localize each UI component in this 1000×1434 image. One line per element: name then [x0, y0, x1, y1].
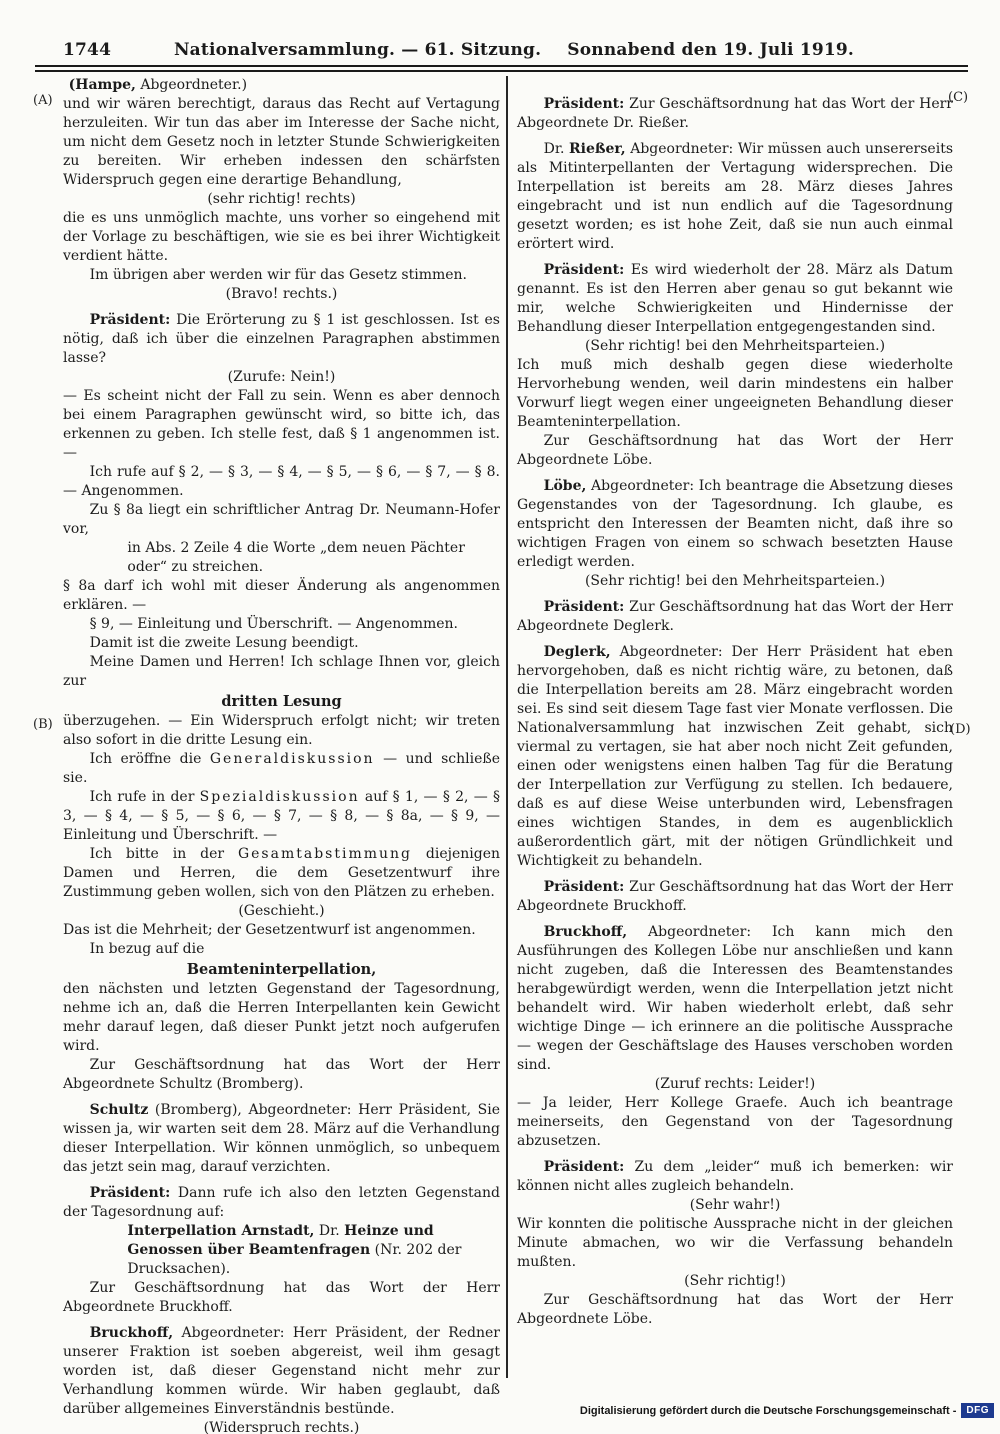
emphasized-text: Bruckhoff, — [89, 1325, 174, 1341]
paragraph — [63, 501, 500, 539]
paragraph — [63, 1056, 500, 1094]
emphasized-text: Präsident: — [543, 96, 625, 112]
emphasized-text: Präsident: — [543, 262, 625, 278]
section-heading — [63, 692, 500, 711]
paragraph — [517, 432, 953, 470]
right-column — [517, 76, 953, 1329]
text-segment: Dr. — [314, 1223, 345, 1239]
text-segment: Abgeordneter: Der Herr Präsident hat eben hervorgehoben, daß es nicht richtig wäre, zu betonen, daß die Interpellation bereits am 28. März eingebracht worden sei. Es sind seit diesem Tage fast vier Monate verflossen. Die Nationalversammlung hat inzwischen Zeit gehabt, sich viermal zu vertagen, sie hat aber noch nicht Zeit gefunden, einen oder wenigstens einen halben Tag für die Beratung der Interpellation zur Verfügung zu stellen. Ich bedauere, daß es auf diese Weise unterbunden wird, Lebensfragen eines wichtigen Standes, in dem es augenblicklich außerordentlich gärt, mit der nötigen Gründlichkeit und Wichtigkeit zu behandeln. — [517, 644, 953, 869]
emphasized-text: Interpellation Arnstadt, — [127, 1223, 315, 1239]
speech-paragraph — [63, 311, 500, 368]
emphasized-text: dritten Lesung — [221, 693, 342, 710]
text-segment: Generaldiskussion — [209, 751, 375, 767]
paragraph — [63, 653, 500, 691]
text-segment: Ich rufe in der — [89, 789, 200, 805]
speech-paragraph — [517, 477, 953, 572]
text-segment: die es uns unmöglich machte, uns vorher so eingehend mit der Vorlage zu beschäftigen, wie sie es bei ihrer Wichtigkeit verdient hätte. — [63, 210, 500, 264]
text-segment: (Zurufe: Nein!) — [227, 369, 336, 385]
paragraph — [63, 387, 500, 463]
paragraph — [63, 634, 500, 653]
text-segment: Spezialdiskussion — [199, 789, 360, 805]
text-segment: In bezug auf die — [89, 941, 205, 957]
margin-marker-a: (A) — [33, 93, 53, 108]
text-segment: Ich muß mich deshalb gegen diese wiederholte Hervorhebung wenden, weil darin mindestens ein halber Vorwurf liegt wegen einer ungeeigneten Behandlung dieser Beamteninterpellation. — [517, 357, 953, 430]
section-heading — [63, 960, 500, 979]
paragraph — [517, 1215, 953, 1272]
paragraph — [63, 1279, 500, 1317]
text-segment: (Sehr richtig! bei den Mehrheitsparteien.) — [584, 573, 886, 589]
text-segment: und wir wären berechtigt, daraus das Recht auf Vertagung herzuleiten. Wir tun das aber im Interesse der Sache nicht, um nicht dem Gesetz noch in letzter Stunde Schwierigkeiten zu bereiten. Wir erheben indessen den schärfsten Widerspruch gegen eine derartige Behandlung, — [63, 96, 500, 188]
speech-paragraph — [63, 1184, 500, 1222]
emphasized-text: Präsident: — [89, 1185, 171, 1201]
session-date: Sonnabend den 19. Juli 1919. — [567, 40, 855, 60]
text-segment: Gesamtabstimmung — [237, 846, 412, 862]
text-segment: (Geschieht.) — [238, 903, 325, 919]
text-segment: (Nr. 202 der Drucksachen). — [127, 1242, 462, 1277]
emphasized-text: Beamteninterpellation, — [186, 961, 377, 978]
text-segment: Abgeordneter.) — [135, 77, 248, 93]
text-segment: Die Erörterung zu § 1 ist geschlossen. Ist es nötig, daß ich über die einzelnen Paragraphen abstimmen lasse? — [63, 312, 500, 366]
text-segment: diejenigen Damen und Herren, die dem Gesetzentwurf ihre Zustimmung geben wollen, sich von den Plätzen zu erheben. — [63, 846, 500, 900]
speaker-note — [63, 76, 500, 95]
emphasized-text: Präsident: — [543, 879, 625, 895]
header-rule — [35, 65, 968, 72]
stage-direction — [517, 1075, 953, 1094]
paragraph — [517, 356, 953, 432]
paragraph — [517, 1094, 953, 1151]
left-column — [63, 76, 500, 1434]
text-segment: Zur Geschäftsordnung hat das Wort der Herr Abgeordnete Deglerk. — [517, 599, 953, 634]
speech-paragraph — [63, 1101, 500, 1177]
speech-paragraph — [517, 140, 953, 254]
text-segment: Dann rufe ich also den letzten Gegenstand der Tagesordnung auf: — [63, 1185, 500, 1220]
text-segment: Damit ist die zweite Lesung beendigt. — [89, 635, 359, 651]
emphasized-text: Deglerk, — [543, 644, 611, 660]
text-segment: Meine Damen und Herren! Ich schlage Ihnen vor, gleich zur — [63, 654, 500, 689]
quoted-motion — [127, 1222, 491, 1279]
speech-paragraph — [517, 1158, 953, 1196]
paragraph — [63, 463, 500, 501]
stage-direction — [517, 1272, 953, 1291]
paragraph — [63, 921, 500, 940]
paragraph — [63, 940, 500, 959]
text-segment: § 8a darf ich wohl mit dieser Änderung als angenommen erklären. — — [63, 578, 500, 613]
paragraph — [63, 712, 500, 750]
speech-paragraph — [517, 923, 953, 1075]
text-segment: Ich bitte in der — [89, 846, 238, 862]
text-segment: Dr. — [543, 141, 570, 157]
text-segment: (Widerspruch rechts.) — [203, 1420, 360, 1434]
text-segment: in Abs. 2 Zeile 4 die Worte „dem neuen Pächter oder“ zu streichen. — [127, 540, 465, 575]
text-segment: — und schließe sie. — [63, 751, 500, 786]
margin-marker-b: (B) — [33, 717, 53, 732]
emphasized-text: Rießer, — [569, 141, 626, 157]
speech-paragraph — [517, 598, 953, 636]
text-segment: überzugehen. — Ein Widerspruch erfolgt nicht; wir treten also sofort in die dritte Lesung ein. — [63, 713, 500, 748]
text-segment: Abgeordneter: Wir müssen auch unsererseits als Mitinterpellanten der Vertagung widersprechen. Die Interpellation ist bereits am 28. März dieses Jahres eingebracht und ist nun endlich auf die Tagesordnung gesetzt worden; es ist hohe Zeit, daß sie nun auch einmal erörtert wird. — [517, 141, 954, 252]
page-number: 1744 — [63, 40, 112, 60]
text-segment: den nächsten und letzten Gegenstand der Tagesordnung, nehme ich an, daß die Herren Interpellanten kein Gewicht mehr darauf legen, daß dieser Punkt jetzt noch aufgerufen wird. — [63, 981, 500, 1054]
emphasized-text: Präsident: — [543, 1159, 625, 1175]
text-segment: Abgeordneter: Herr Präsident, der Redner unserer Fraktion ist soeben abgereist, weil ihm gesagt worden ist, daß dieser Gegenstand nicht mehr zur Verhandlung kommen würde. Wir haben geglaubt, daß darüber allgemeines Einverständnis bestünde. — [63, 1325, 500, 1417]
text-segment: Abgeordneter: Ich beantrage die Absetzung dieses Gegenstandes von der Tagesordnung. Ich glaube, es entspricht den Interessen der Beamten nicht, daß ihre so wichtigen Fragen von einem so schwach besetzten Hause erledigt werden. — [517, 478, 953, 570]
text-segment: Zur Geschäftsordnung hat das Wort der Herr Abgeordnete Bruckhoff. — [63, 1280, 500, 1315]
text-segment: — Es scheint nicht der Fall zu sein. Wenn es aber dennoch bei einem Paragraphen gewünscht wird, so bitte ich, das erkennen zu geben. Ich stelle fest, daß § 1 angenommen ist. — — [63, 388, 500, 461]
paragraph — [63, 209, 500, 266]
margin-marker-c: (C) — [948, 90, 969, 105]
emphasized-text: Bruckhoff, — [543, 924, 628, 940]
column-divider — [506, 76, 508, 1378]
text-segment: Zur Geschäftsordnung hat das Wort der Herr Abgeordnete Bruckhoff. — [517, 879, 953, 914]
stage-direction — [517, 337, 953, 356]
text-segment: (Sehr wahr!) — [689, 1197, 781, 1213]
text-segment: (Bravo! rechts.) — [225, 286, 338, 302]
text-segment: Das ist die Mehrheit; der Gesetzentwurf ist angenommen. — [63, 922, 476, 938]
text-segment: § 9, — Einleitung und Überschrift. — Angenommen. — [89, 616, 459, 632]
credit-text: Digitalisierung gefördert durch die Deutsche Forschungsgemeinschaft - — [579, 1404, 957, 1417]
paragraph — [63, 750, 500, 788]
paragraph — [63, 577, 500, 615]
text-segment: Ich eröffne die — [89, 751, 210, 767]
text-segment: Im übrigen aber werden wir für das Gesetz stimmen. — [89, 267, 467, 283]
text-segment: (Bromberg), Abgeordneter: Herr Präsident, Sie wissen ja, wir warten seit dem 28. März auf die Verhandlung dieser Interpellation. Wir können unmöglich, so unbequem das jetzt sein mag, darauf verzichten. — [63, 1102, 500, 1175]
paragraph — [63, 788, 500, 845]
digitization-credit — [580, 1403, 994, 1418]
text-segment: Ich rufe auf § 2, — § 3, — § 4, — § 5, — § 6, — § 7, — § 8. — Angenommen. — [63, 464, 500, 499]
paragraph — [63, 980, 500, 1056]
emphasized-text: Präsident: — [89, 312, 171, 328]
text-segment: auf § 1, — § 2, — § 3, — § 4, — § 5, — § 6, — § 7, — § 8, — § 8a, — § 9, — Einleitung und Überschrift. — — [63, 789, 500, 843]
emphasized-text: Schultz — [89, 1102, 149, 1118]
speech-paragraph — [517, 95, 953, 133]
emphasized-text: Präsident: — [543, 599, 625, 615]
text-segment: Zu dem „leider“ muß ich bemerken: wir können nicht alles zugleich behandeln. — [517, 1159, 953, 1194]
speech-paragraph — [517, 261, 953, 337]
dfg-logo: DFG — [961, 1403, 994, 1418]
stage-direction — [63, 368, 500, 387]
stage-direction — [63, 902, 500, 921]
quoted-motion — [127, 539, 491, 577]
text-segment: (Sehr richtig!) — [684, 1273, 786, 1289]
text-segment: Wir konnten die politische Aussprache nicht in der gleichen Minute abmachen, wo wir die Verfassung behandeln mußten. — [517, 1216, 953, 1270]
paragraph — [63, 266, 500, 285]
margin-marker-d: (D) — [950, 722, 971, 737]
text-segment: Zur Geschäftsordnung hat das Wort der Herr Abgeordnete Schultz (Bromberg). — [63, 1057, 500, 1092]
stage-direction — [63, 1419, 500, 1434]
paragraph — [63, 845, 500, 902]
stage-direction — [517, 1196, 953, 1215]
text-segment: Zu § 8a liegt ein schriftlicher Antrag Dr. Neumann-Hofer vor, — [63, 502, 500, 537]
text-segment: Zur Geschäftsordnung hat das Wort der Herr Abgeordnete Dr. Rießer. — [517, 96, 953, 131]
emphasized-text: (Hampe, — [68, 77, 136, 93]
stage-direction — [63, 285, 500, 304]
text-segment: Zur Geschäftsordnung hat das Wort der Herr Abgeordnete Löbe. — [517, 433, 953, 468]
emphasized-text: Löbe, — [543, 478, 587, 494]
text-segment: Abgeordneter: Ich kann mich den Ausführungen des Kollegen Löbe nur anschließen und kann nicht zugeben, daß die Interessen des Beamtenstandes herabgewürdigt werden, wenn die Interpellation jetzt nicht behandelt wird. Wir haben wiederholt erlebt, daß sehr wichtige Dinge — ich erinnere an die politische Aussprache — wegen der Geschäftslage des Hauses verschoben worden sind. — [517, 924, 953, 1073]
paragraph — [63, 615, 500, 634]
speech-paragraph — [517, 878, 953, 916]
text-segment: (sehr richtig! rechts) — [207, 191, 356, 207]
text-segment: Es wird wiederholt der 28. März als Datum genannt. Es ist den Herren aber genau so gut bekannt wie mir, welche Schwierigkeiten und Hindernisse der Behandlung dieser Interpellation entgegengestanden sind. — [517, 262, 953, 335]
speech-paragraph — [517, 643, 953, 871]
paragraph — [517, 1291, 953, 1329]
text-segment: (Sehr richtig! bei den Mehrheitsparteien.) — [584, 338, 886, 354]
emphasized-text: Heinze und Genossen über Beamtenfragen — [127, 1223, 434, 1258]
text-segment: Zur Geschäftsordnung hat das Wort der Herr Abgeordnete Löbe. — [517, 1292, 953, 1327]
text-segment: — Ja leider, Herr Kollege Graefe. Auch ich beantrage meinerseits, den Gegenstand von der Tagesordnung abzusetzen. — [517, 1095, 953, 1149]
stage-direction — [517, 572, 953, 591]
stage-direction — [63, 190, 500, 209]
paragraph — [63, 95, 500, 190]
header-title-line — [63, 40, 965, 60]
text-segment: (Zuruf rechts: Leider!) — [654, 1076, 816, 1092]
speech-paragraph — [63, 1324, 500, 1419]
page-header — [63, 40, 965, 60]
session-title: Nationalversammlung. — 61. Sitzung. — [173, 40, 542, 60]
